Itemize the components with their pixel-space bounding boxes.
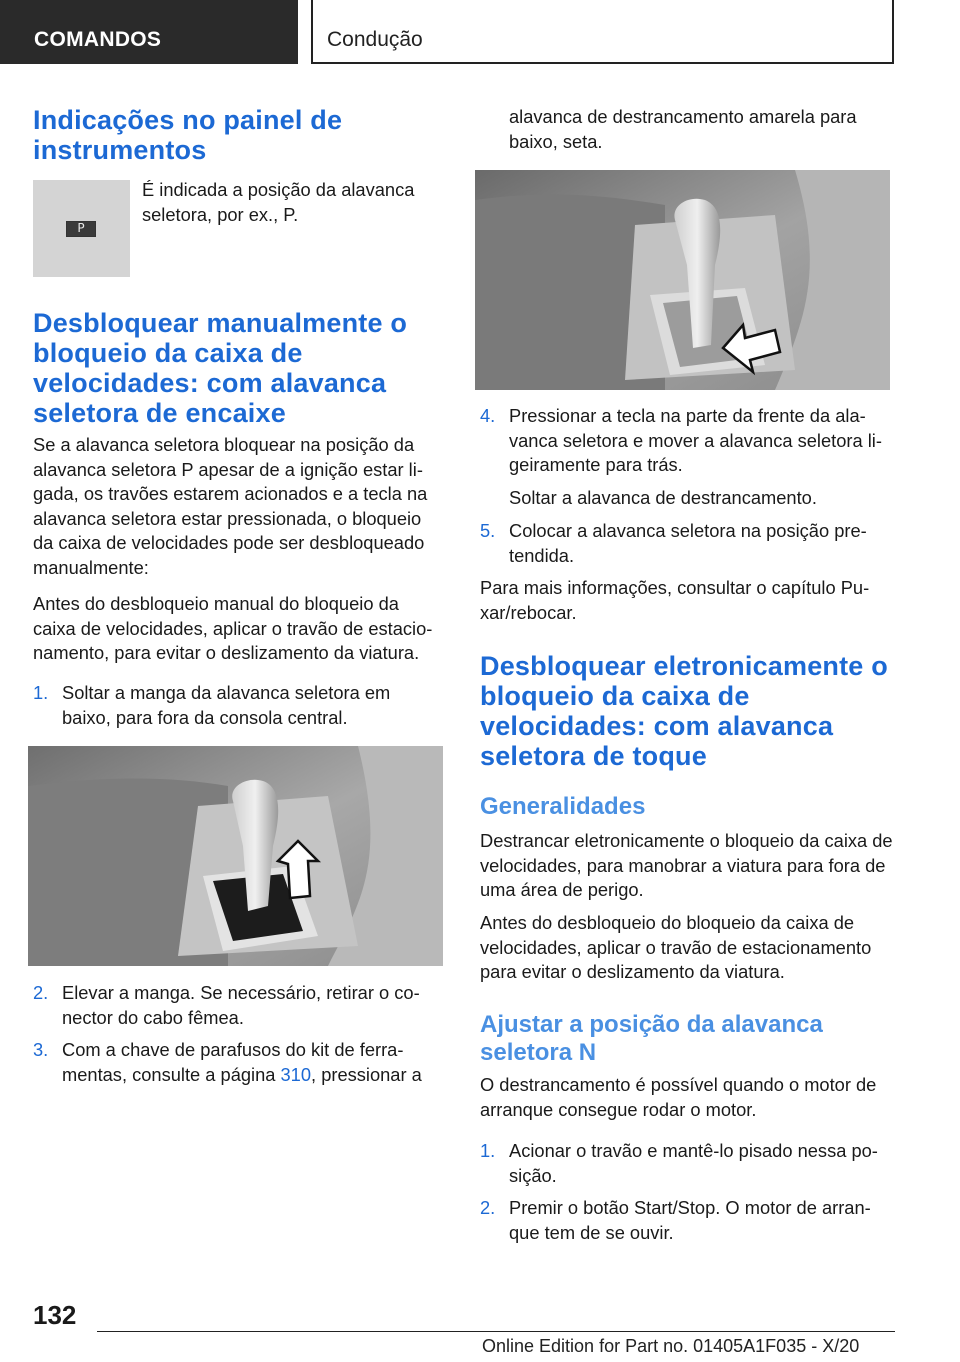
footer-divider bbox=[97, 1331, 895, 1332]
paragraph-manual-1: Se a alavanca seletora bloquear na posição da alavanca seletora P apesar de a ignição estar ligada, os travões estarem acionados e a tecla na alavanca seletora estar pressionada, o bloqueio da caixa de velocidades pode ser desbloqueado manualmente: bbox=[33, 434, 428, 578]
indicacoes-text: É indicada a posição da alavanca seletora, por ex., P. bbox=[142, 179, 415, 225]
step-text-3 bbox=[62, 1038, 437, 1087]
step-text: Pressionar a tecla na parte da frente da alavanca seletora e mover a alavanca seletora ligeiramente para trás. bbox=[509, 405, 882, 475]
paragraph-mais-info: Para mais informações, consultar o capítulo Puxar/rebocar. bbox=[480, 577, 870, 623]
step-subtext: Soltar a alavanca de destrancamento. bbox=[509, 487, 817, 508]
section-tab bbox=[0, 0, 298, 64]
step-text: Premir o botão Start/Stop. O motor de arranque tem de se ouvir. bbox=[509, 1197, 871, 1243]
gear-selector-illustration bbox=[28, 746, 443, 966]
heading-generalidades: Generalidades bbox=[480, 793, 646, 820]
paragraph-manual-2: Antes do desbloqueio manual do bloqueio da caixa de velocidades, aplicar o travão de estacionamento, para evitar o deslizamento da viatura. bbox=[33, 593, 433, 663]
step3-text-b: , pressionar a bbox=[311, 1063, 422, 1085]
heading-desbloquear-manual: Desbloquear manualmente o bloqueio da caixa de velocidades: com alavanca seletora de encaixe bbox=[33, 308, 408, 428]
step-number: 2. bbox=[33, 982, 49, 1003]
footer-edition: Online Edition for Part no. 01405A1F035 - X/20 bbox=[482, 1336, 860, 1356]
step-number: 1. bbox=[33, 682, 49, 703]
p-position-icon: P bbox=[66, 221, 96, 237]
chapter-tab bbox=[311, 0, 894, 64]
step-number: 5. bbox=[480, 520, 496, 541]
display-symbol-box bbox=[33, 180, 130, 277]
step-text: Soltar a manga da alavanca seletora em baixo, para fora da consola central. bbox=[62, 682, 391, 728]
heading-indicacoes: Indicações no painel de instrumentos bbox=[33, 105, 343, 165]
heading-desbloquear-eletronico: Desbloquear eletronicamente o bloqueio da caixa de velocidades: com alavanca seletora de toque bbox=[480, 651, 888, 771]
step3-text-a: Com a chave de parafusos do kit de ferramentas, consulte a página bbox=[62, 1039, 404, 1085]
section-title: COMANDOS bbox=[34, 28, 162, 51]
step-number: 1. bbox=[480, 1140, 496, 1161]
chapter-title: Condução bbox=[327, 28, 423, 51]
heading-ajustar: Ajustar a posição da alavanca seletora N bbox=[480, 1011, 823, 1066]
step-text: Colocar a alavanca seletora na posição pretendida. bbox=[509, 520, 867, 566]
step-number: 2. bbox=[480, 1197, 496, 1218]
paragraph-generalidades-1: Destrancar eletronicamente o bloqueio da caixa de velocidades, para manobrar a viatura para fora de uma área de perigo. bbox=[480, 830, 893, 900]
gear-selector-illustration bbox=[475, 170, 890, 390]
page-reference-link[interactable]: 310 bbox=[280, 1063, 312, 1085]
step-text: Elevar a manga. Se necessário, retirar o conector do cabo fêmea. bbox=[62, 982, 420, 1028]
step-number: 3. bbox=[33, 1039, 49, 1060]
step-text: Acionar o travão e mantê-lo pisado nessa posição. bbox=[509, 1140, 878, 1186]
page-number: 132 bbox=[33, 1300, 77, 1330]
paragraph-ajustar: O destrancamento é possível quando o motor de arranque consegue rodar o motor. bbox=[480, 1074, 877, 1120]
continued-text: alavanca de destrancamento amarela para baixo, seta. bbox=[509, 106, 857, 152]
paragraph-generalidades-2: Antes do desbloqueio do bloqueio da caixa de velocidades, aplicar o travão de estacionamento para evitar o deslizamento da viatura. bbox=[480, 912, 872, 982]
step-number: 4. bbox=[480, 405, 496, 426]
gear-selector-photo-1 bbox=[28, 746, 443, 966]
gear-selector-photo-2 bbox=[475, 170, 890, 390]
